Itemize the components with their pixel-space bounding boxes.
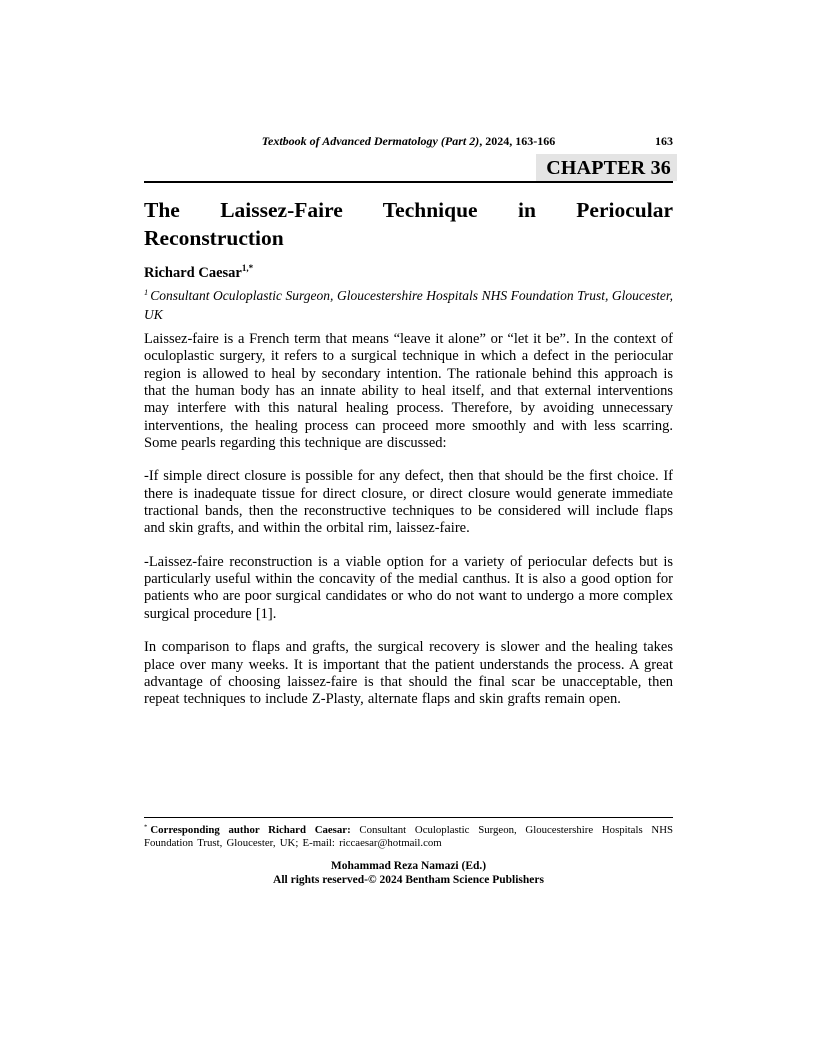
footnote-marker: * <box>144 823 148 831</box>
running-head <box>144 134 673 148</box>
footnote-text: Consultant Oculoplastic Surgeon, Gloucestershire Hospitals NHS Foundation Trust, Gloucester, UK; E-mail: riccaesar@hotmail.com <box>144 824 673 849</box>
editor-line: Mohammad Reza Namazi (Ed.) <box>330 860 487 872</box>
author-superscript: 1,* <box>241 263 254 274</box>
affiliation <box>144 286 673 324</box>
affiliation-marker: 1 <box>144 287 149 297</box>
running-head-suffix: , 2024, 163-166 <box>479 134 556 148</box>
running-head-text <box>262 134 555 148</box>
author-name: Richard Caesar <box>144 265 242 281</box>
chapter-badge: CHAPTER 36 <box>536 154 677 181</box>
footnote-label: Corresponding author Richard Caesar: <box>150 824 351 836</box>
page-number: 163 <box>655 134 673 148</box>
page-content <box>144 134 673 709</box>
running-head-book-title: Textbook of Advanced Dermatology (Part 2) <box>261 134 480 148</box>
rights-line: All rights reserved-© 2024 Bentham Science Publishers <box>273 873 544 886</box>
chapter-rule <box>144 154 673 183</box>
page-footer <box>144 817 673 887</box>
chapter-title-line2: Reconstruction <box>144 226 284 250</box>
affiliation-text: Consultant Oculoplastic Surgeon, Gloucestershire Hospitals NHS Foundation Trust, Gloucester, UK <box>144 288 673 322</box>
chapter-title-line1: The Laissez-Faire Technique in Periocular <box>144 198 673 222</box>
corresponding-author-footnote <box>144 824 673 850</box>
paragraph-pearl-direct-closure: -If simple direct closure is possible for any defect, then that should be the first choice. If there is inadequate tissue for direct closure, or direct closure would generate immediate tractional bands, then the reconstructive techniques to be considered will include flaps and skin grafts, and within the orbital rim, laissez-faire. <box>144 468 673 537</box>
publisher-imprint <box>144 860 673 887</box>
paragraph-comparison: In comparison to flaps and grafts, the surgical recovery is slower and the healing takes place over many weeks. It is important that the patient understands the process. A great advantage of choosing laissez-faire is that should the final scar be unacceptable, then repeat techniques to include Z-Plasty, alternate flaps and skin grafts remain open. <box>144 639 673 708</box>
author-line <box>144 265 673 282</box>
chapter-title <box>144 196 673 252</box>
footnote-rule <box>144 817 673 818</box>
paragraph-intro: Laissez-faire is a French term that means “leave it alone” or “let it be”. In the context of oculoplastic surgery, it refers to a surgical technique in which a defect in the periocular region is allowed to heal by secondary intention. The rationale behind this approach is that the human body has an innate ability to heal itself, and that external interventions may interfere with this natural healing process. Therefore, by avoiding unnecessary interventions, the healing process can proceed more smoothly and with less scarring. Some pearls regarding this technique are discussed: <box>144 331 673 452</box>
paragraph-pearl-viable-option: -Laissez-faire reconstruction is a viable option for a variety of periocular defects but is particularly useful within the concavity of the medial canthus. It is also a good option for patients who are poor surgical candidates or who do not want to undergo a more complex surgical procedure [1]. <box>144 553 673 622</box>
